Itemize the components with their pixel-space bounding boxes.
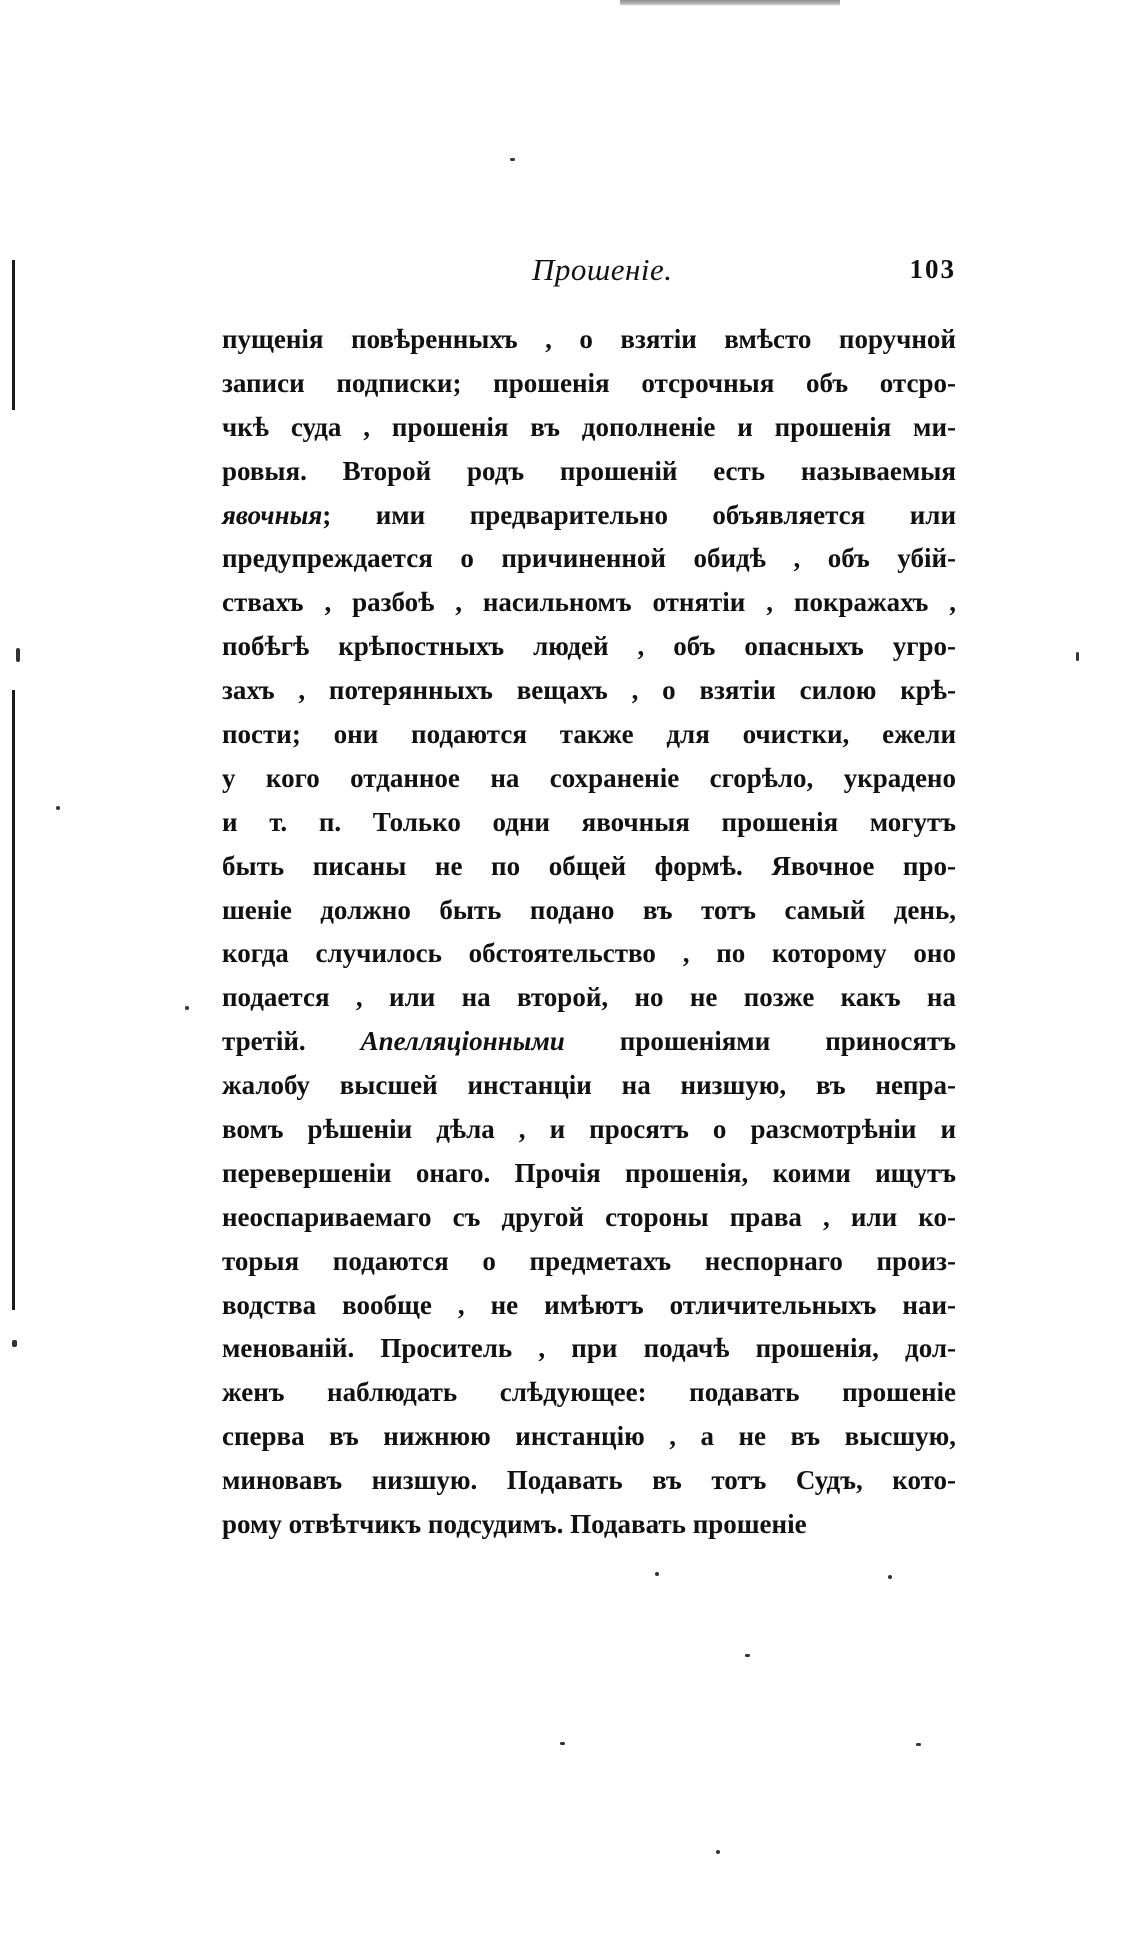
italic-term: явочныя: [222, 499, 323, 530]
text-line: [222, 450, 956, 494]
text-line: [222, 1459, 956, 1503]
text-line: [222, 1020, 956, 1064]
text-segment: у кого отданное на сохраненіе сгорѣло, украдено: [222, 762, 956, 793]
text-segment: неоспариваемаго съ другой стороны права , или ко-: [222, 1201, 956, 1232]
text-line: [222, 932, 956, 976]
text-line: [222, 362, 956, 406]
text-segment: перевершеніи онаго. Прочія прошенія, коими ищутъ: [222, 1157, 956, 1188]
text-line: [222, 669, 956, 713]
text-line: [222, 1415, 956, 1459]
scan-speck: [510, 158, 515, 161]
text-line: [222, 494, 956, 538]
scan-speck: [185, 1006, 189, 1010]
text-segment: ; ими предварительно объявляется или: [322, 499, 956, 530]
text-line: [222, 406, 956, 450]
text-segment: пости; они подаются также для очистки, ежели: [222, 719, 956, 750]
text-segment: пущенія повѣренныхъ , о взятіи вмѣсто поручной: [222, 324, 956, 354]
text-segment: рому отвѣтчикъ подсудимъ. Подавать прошеніе: [222, 1509, 807, 1540]
text-line: [222, 1240, 956, 1284]
scan-smudge: [620, 0, 840, 6]
text-segment: миновавъ низшую. Подавать въ тотъ Судъ, кото-: [222, 1465, 956, 1496]
text-line: [222, 1108, 956, 1152]
scan-speck: [16, 648, 20, 662]
body-text: [222, 318, 956, 1547]
scan-speck: [655, 1572, 659, 1576]
text-line: [222, 625, 956, 669]
text-segment: вомъ рѣшеніи дѣла , и просятъ о разсмотрѣніи и: [222, 1114, 956, 1145]
page-number: 103: [909, 254, 956, 284]
text-segment: предупреждается о причиненной обидѣ , объ убій-: [222, 543, 956, 574]
text-line: [222, 1327, 956, 1371]
text-segment: быть писаны не по общей формѣ. Явочное про-: [222, 850, 956, 881]
text-segment: торыя подаются о предметахъ неспорнаго произ-: [222, 1245, 956, 1276]
running-title: Прошеніе.: [532, 252, 673, 287]
text-segment: записи подписки; прошенія отсрочныя объ отсро-: [222, 367, 956, 398]
text-segment: сперва въ нижнюю инстанцію , а не въ высшую,: [222, 1421, 956, 1452]
scan-speck: [916, 1743, 921, 1746]
text-segment: побѣгѣ крѣпостныхъ людей , объ опасныхъ угро-: [222, 631, 956, 662]
scan-speck: [56, 806, 60, 810]
scan-edge-mark: [12, 260, 15, 410]
scan-speck: [12, 1340, 17, 1347]
text-segment: и т. п. Только одни явочныя прошенія могутъ: [222, 806, 956, 837]
italic-term: Апелляціонными: [360, 1026, 565, 1057]
scan-speck: [1076, 652, 1079, 661]
text-segment: шеніе должно быть подано въ тотъ самый день,: [222, 894, 956, 925]
text-segment: третій.: [222, 1026, 361, 1057]
text-line: [222, 581, 956, 625]
scan-speck: [560, 1742, 565, 1745]
text-line: [222, 757, 956, 801]
text-line: [222, 889, 956, 933]
scan-speck: [745, 1654, 750, 1657]
text-line: [222, 1196, 956, 1240]
scan-speck: [716, 1850, 720, 1854]
text-line: [222, 1064, 956, 1108]
text-segment: жалобу высшей инстанціи на низшую, въ непра-: [222, 1070, 956, 1101]
text-line: [222, 1503, 956, 1547]
text-line: [222, 1152, 956, 1196]
text-line: [222, 1371, 956, 1415]
text-line: [222, 801, 956, 845]
text-segment: прошеніями приносятъ: [564, 1026, 956, 1057]
text-segment: менованій. Проситель , при подачѣ прошенія, дол-: [222, 1333, 956, 1364]
text-segment: чкѣ суда , прошенія въ дополненіе и прошенія ми-: [222, 411, 956, 442]
text-line: [222, 713, 956, 757]
text-segment: захъ , потерянныхъ вещахъ , о взятіи силою крѣ-: [222, 675, 956, 706]
scan-speck: [888, 1575, 892, 1579]
text-line: [222, 318, 956, 362]
text-line: [222, 845, 956, 889]
text-line: [222, 1284, 956, 1328]
text-segment: ствахъ , разбоѣ , насильномъ отнятіи , покражахъ ,: [222, 587, 956, 618]
text-line: [222, 976, 956, 1020]
text-segment: подается , или на второй, но не позже какъ на: [222, 982, 956, 1013]
scan-edge-mark: [12, 690, 15, 1310]
text-segment: водства вообще , не имѣютъ отличительныхъ наи-: [222, 1289, 956, 1320]
page-header: [222, 248, 956, 296]
text-segment: ровыя. Второй родъ прошеній есть называемыя: [222, 455, 956, 486]
text-segment: женъ наблюдать слѣдующее: подавать прошеніе: [222, 1377, 956, 1408]
text-segment: когда случилось обстоятельство , по которому оно: [222, 938, 956, 969]
text-line: [222, 537, 956, 581]
